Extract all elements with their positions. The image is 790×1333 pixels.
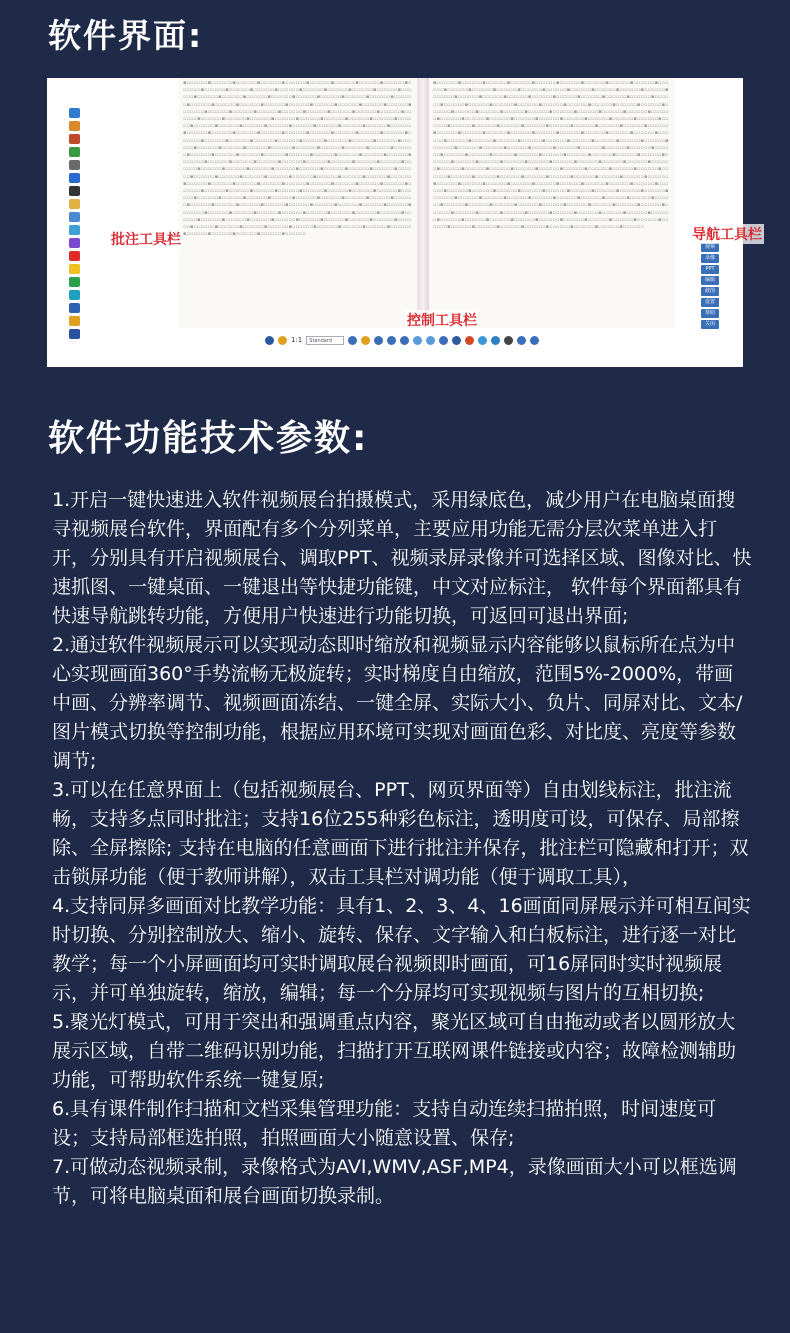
brush-icon[interactable] (69, 134, 80, 144)
app-window (67, 78, 723, 428)
document-page-left (179, 78, 417, 328)
resolution-select[interactable]: Standard (306, 336, 344, 345)
navigation-toolbar (701, 243, 719, 329)
tech-param-item: 2.通过软件视频展示可以实现动态即时缩放和视频显示内容能够以鼠标所在点为中心实现画面360°手势流畅无极旋转；实时梯度自由缩放，范围5%-2000%，带画中画、分辨率调节、视频画面冻结、一键全屏、实际大小、负片、同屏对比、文本/图片模式切换等控制功能，根据应用环境可实现对画面色彩、对比度、亮度等参数调节; (52, 634, 743, 772)
nav-item[interactable]: 编辑 (701, 276, 719, 285)
callout-navigation-toolbar: 导航工具栏 (690, 224, 764, 244)
settings-icon[interactable] (478, 336, 487, 345)
rotate-left-icon[interactable] (413, 336, 422, 345)
film-icon[interactable] (504, 336, 513, 345)
capture-icon[interactable] (439, 336, 448, 345)
nav-item[interactable]: PPT (701, 265, 719, 274)
tech-param-item: 1.开启一键快速进入软件视频展台拍摄模式，采用绿底色，减少用户在电脑桌面搜寻视频展台软件，界面配有多个分列菜单，主要应用功能无需分层次菜单进入打开，分别具有开启视频展台、调取PPT、视频录屏录像并可选择区域、图像对比、快速抓图、一键桌面、一键退出等快捷功能键，中文对应标注， 软件每个界面都具有快速导航跳转功能，方便用户快速进行功能切换，可返回可退出界面; (52, 489, 752, 627)
nav-item[interactable]: 视频 (701, 243, 719, 252)
freeze-icon[interactable] (517, 336, 526, 345)
tech-param-item: 4.支持同屏多画面对比教学功能：具有1、2、3、4、16画面同屏展示并可相互间实时切换、分别控制放大、缩小、旋转、保存、文字输入和白板标注，进行逐一对比教学；每一个小屏画面均可实时调取展台视频即时画面，可16屏同时实时视频展示，并可单独旋转，缩放，编辑；每一个分屏均可实现视频与图片的互相切换; (52, 895, 751, 1004)
tech-param-item: 3.可以在任意界面上（包括视频展台、PPT、网页界面等）自由划线标注，批注流畅，支持多点同时批注；支持16位255种彩色标注，透明度可设，可保存、局部擦除、全屏擦除; 支持在电脑的任意画面下进行批注并保存，批注栏可隐藏和打开；双击锁屏功能（便于教师讲解），双击工具栏对调功能（便于调取工具）， (52, 779, 749, 888)
select-arrow-icon[interactable] (69, 108, 80, 118)
marker-icon[interactable] (69, 160, 80, 170)
eraser-icon[interactable] (69, 199, 80, 209)
zoom-in-icon[interactable] (374, 336, 383, 345)
screen-icon[interactable] (69, 277, 80, 287)
window-icon[interactable] (278, 336, 287, 345)
window-icon[interactable] (361, 336, 370, 345)
zoom-out-icon[interactable] (387, 336, 396, 345)
section-title-software-interface: 软件界面: (48, 16, 204, 55)
exit-icon[interactable] (69, 329, 80, 339)
pencil-icon[interactable] (69, 147, 80, 157)
color-icon[interactable] (69, 251, 80, 261)
undo-icon[interactable] (69, 225, 80, 235)
nav-item[interactable]: 设置 (701, 298, 719, 307)
redo-icon[interactable] (69, 238, 80, 248)
document-page-right (429, 78, 675, 328)
save-icon[interactable] (69, 303, 80, 313)
zoom-ratio-label[interactable]: 1:1 (291, 336, 303, 344)
tech-param-item: 6.具有课件制作扫描和文档采集管理功能：支持自动连续扫描拍照，时间速度可设；支持局部框选拍照，拍照画面大小随意设置、保存; (52, 1098, 717, 1149)
record-icon[interactable] (465, 336, 474, 345)
more-icon[interactable] (530, 336, 539, 345)
nav-item[interactable]: 录像 (701, 254, 719, 263)
nav-item[interactable]: 截图 (701, 287, 719, 296)
spotlight-icon[interactable] (69, 290, 80, 300)
nav-item[interactable]: 关闭 (701, 320, 719, 329)
lock-icon[interactable] (69, 316, 80, 326)
tech-params-list (52, 486, 752, 1211)
document-text-right: ▪▫▫▫▫▫▫▪▫▫▫▫▫▫▪▫▫▫▫▫▫▪▫▫▫▫▫▫▪▫▫▫▫▫▫▪▫▫▫▫▫▫▪▫▫▫▫▫▫▪▫▫▫▫▫▫▪▫▫▫▫▫▫▪▫▫▫▫▫▫▪▫▫▫▫▫▫▪▫▫▫▫▫▫▪▫▫▫▫▫▫▪▫▫▫▫▫▫▪▫▫▫▫▫▫▪▫▫▫▫▫▫▪▫▫▫▫▫▫▪▫▫▫▫▫▫▪▫▫▫▫▫▫▪▫▫▫▫▫▫▪▫▫▫▫▫▫▪▫▫▫▫▫▫▪▫▫▫▫▫▫▪▫▫▫▫▫▫▪▫▫▫▫▫▫▪▫▫▫▫▫▫▪▫▫▫▫▫▫▪▫▫▫▫▫▫▪▫▫▫▫▫▫▪▫▫▫▫▫▫▪▫▫▫▫▫▫▪▫▫▫▫▫▫▪▫▫▫▫▫▫▪▫▫▫▫▫▫▪▫▫▫▫▫▫▪▫▫▫▫▫▫▪▫▫▫▫▫▫▪▫▫▫▫▫▫▪▫▫▫▫▫▫▪▫▫▫▫▫▫▪▫▫▫▫▫▫▪▫▫▫▫▫▫▪▫▫▫▫▫▫▪▫▫▫▫▫▫▪▫▫▫▫▫▫▪▫▫▫▫▫▫▪▫▫▫▫▫▫▪▫▫▫▫▫▫▪▫▫▫▫▫▫▪▫▫▫▫▫▫▪▫▫▫▫▫▫▪▫▫▫▫▫▫▪▫▫▫▫▫▫▪▫▫▫▫▫▫▪▫▫▫▫▫▫▪▫▫▫▫▫▫▪▫▫▫▫▫▫▪▫▫▫▫▫▫▪▫▫▫▫▫▫▪▫▫▫▫▫▫▪▫▫▫▫▫▫▪▫▫▫▫▫▫▪▫▫▫▫▫▫▪▫▫▫▫▫▫▪▫▫▫▫▫▫▪▫▫▫▫▫▫▪▫▫▫▫▫▫▪▫▫▫▫▫▫▪▫▫▫▫▫▫▪▫▫▫▫▫▫▪▫▫▫▫▫▫▪▫▫▫▫▫▫▪▫▫▫▫▫▫▪▫▫▫▫▫▫▪▫▫▫▫▫▫▪▫▫▫▫▫▫▪▫▫▫▫▫▫▪▫▫▫▫▫▫▪▫▫▫▫▫▫▪▫▫▫▫▫▫▪▫▫▫▫▫▫▪▫▫▫▫▫▫▪▫▫▫▫▫▫▪▫▫▫▫▫▫▪▫▫▫▫▫▫▪▫▫▫▫▫▫▪▫▫▫▫▫▫▪▫▫▫▫▫▫▪▫▫▫▫▫▫▪▫▫▫▫▫▫▪▫▫▫▫▫▫▪▫▫▫▫▫▫▪▫▫▫▫▫▫▪▫▫▫▫▫▫▪▫▫▫▫▫▫▪▫▫▫▫▫▫▪▫▫▫▫▫▫▪▫▫▫▫▫▫▪▫▫▫▫▫▫▪▫▫▫▫▫▫▪▫▫▫▫▫▫▪▫▫▫▫▫▫▪▫▫▫▫▫▫▪▫▫▫▫▫▫▪▫▫▫▫▫▫▪▫▫▫▫▫▫▪▫▫▫▫▫▫▪▫▫▫▫▫▫▪▫▫▫▫▫▫▪▫▫▫▫▫▫▪▫▫▫▫▫▫▪▫▫▫▫▫▫▪▫▫▫▫▫▫▪▫▫▫▫▫▫▪▫▫▫▫▫▫▪▫▫▫▫▫▫▪▫▫▫▫▫▫▪▫▫▫▫▫▫▪▫▫▫▫▫▫▪▫▫▫▫▫▫▪▫▫▫▫▫▫▪▫▫▫▫▫▫▪▫▫▫▫▫▫▪▫▫▫▫▫▫▪▫▫▫▫▫▫▪▫▫▫▫▫▫▪▫▫▫▫▫▫▪▫▫▫▫▫▫▪▫▫▫▫▫▫▪▫▫▫▫▫▫▪▫▫▫▫▫▫▪▫▫▫▫▫▫▪▫▫▫▫▫▫▪▫▫▫▫▫▫▪▫▫▫▫▫▫▪▫▫▫▫▫▫▪▫▫▫▫▫▫▪▫▫▫▫▫▫▪▫▫▫▫▫▫▪▫▫▫▫▫▫▪▫▫▫▫▫▫▪▫▫▫▫▫▫▪▫▫▫▫▫▫▪▫▫▫▫▫▫▪▫▫▫▫▫▫▪▫▫▫▫▫▫▪▫▫▫▫▫▫▪▫▫▫▫▫▫▪▫▫▫▫▫▫▪▫▫▫▫▫▫▪▫▫▫▫▫▫▪▫▫▫▫▫▫▪▫▫▫▫▫▫▪▫▫▫▫▫▫▪▫▫▫▫▫▫▪▫▫▫▫▫▫▪▫▫▫▫▫▫▪▫▫▫▫▫▫▪▫▫▫▫▫▫▪▫▫▫▫▫▫▪▫▫▫▫▫▫▪▫▫▫▫▫▫▪▫▫▫▫▫▫▪▫▫▫▫▫▫▪▫▫▫▫▫▫▪▫▫▫▫▫▫▪▫▫▫▫▫▫▪▫▫▫▫▫▫▪▫▫▫▫▫▫▪▫▫▫▫▫▫▪▫▫▫▫▫▫▪▫▫▫▫▫▫▪▫▫▫▫▫▫▪▫▫▫▫▫▫▪▫▫▫▫▫▫▪▫▫▫▫▫▫▪▫▫▫▫▫▫▪▫▫▫▫▫▫▪▫▫▫▫▫▫▪▫▫▫▫▫▫▪▫▫▫▫▫▫▪▫▫▫▫▫▫▪▫▫▫▫▫▫▪▫▫▫▫▫▫▪▫▫▫▫▫▫▪▫▫▫▫▫▫▪▫▫▫▫▫▫▪▫▫▫▫▫▫▪▫▫▫▫▫▫▪▫▫▫▫▫▫▪▫▫▫▫▫▫▪▫▫▫▫▫▫▪▫▫▫▫▫▫▪▫▫▫▫▫▫▪▫▫▫▫▫▫▪▫▫▫▫▫▫▪▫▫▫▫▫▫▪▫▫▫▫▫▫▪▫▫▫▫▫▫▪▫▫▫▫▫▫ (433, 80, 669, 231)
compare-icon[interactable] (491, 336, 500, 345)
rotate-icon[interactable] (348, 336, 357, 345)
pointer-icon[interactable] (265, 336, 274, 345)
callout-control-toolbar: 控制工具栏 (405, 310, 479, 330)
document-view (179, 78, 675, 328)
text-icon[interactable] (69, 173, 80, 183)
document-gutter (417, 78, 429, 328)
nav-item[interactable]: 帮助 (701, 309, 719, 318)
pen-icon[interactable] (69, 121, 80, 131)
clear-icon[interactable] (69, 212, 80, 222)
tech-param-item: 5.聚光灯模式，可用于突出和强调重点内容，聚光区域可自由拖动或者以圆形放大展示区域，自带二维码识别功能，扫描打开互联网课件链接或内容；故障检测辅助功能，可帮助软件系统一键复原; (52, 1011, 737, 1091)
camera-icon[interactable] (452, 336, 461, 345)
section-title-tech-params: 软件功能技术参数: (48, 418, 369, 459)
palette-icon[interactable] (69, 264, 80, 274)
document-text-left: ▪▫▫▫▫▫▫▪▫▫▫▫▫▫▪▫▫▫▫▫▫▪▫▫▫▫▫▫▪▫▫▫▫▫▫▪▫▫▫▫▫▫▪▫▫▫▫▫▫▪▫▫▫▫▫▫▪▫▫▫▫▫▫▪▫▫▫▫▫▫▪▫▫▫▫▫▫▪▫▫▫▫▫▫▪▫▫▫▫▫▫▪▫▫▫▫▫▫▪▫▫▫▫▫▫▪▫▫▫▫▫▫▪▫▫▫▫▫▫▪▫▫▫▫▫▫▪▫▫▫▫▫▫▪▫▫▫▫▫▫▪▫▫▫▫▫▫▪▫▫▫▫▫▫▪▫▫▫▫▫▫▪▫▫▫▫▫▫▪▫▫▫▫▫▫▪▫▫▫▫▫▫▪▫▫▫▫▫▫▪▫▫▫▫▫▫▪▫▫▫▫▫▫▪▫▫▫▫▫▫▪▫▫▫▫▫▫▪▫▫▫▫▫▫▪▫▫▫▫▫▫▪▫▫▫▫▫▫▪▫▫▫▫▫▫▪▫▫▫▫▫▫▪▫▫▫▫▫▫▪▫▫▫▫▫▫▪▫▫▫▫▫▫▪▫▫▫▫▫▫▪▫▫▫▫▫▫▪▫▫▫▫▫▫▪▫▫▫▫▫▫▪▫▫▫▫▫▫▪▫▫▫▫▫▫▪▫▫▫▫▫▫▪▫▫▫▫▫▫▪▫▫▫▫▫▫▪▫▫▫▫▫▫▪▫▫▫▫▫▫▪▫▫▫▫▫▫▪▫▫▫▫▫▫▪▫▫▫▫▫▫▪▫▫▫▫▫▫▪▫▫▫▫▫▫▪▫▫▫▫▫▫▪▫▫▫▫▫▫▪▫▫▫▫▫▫▪▫▫▫▫▫▫▪▫▫▫▫▫▫▪▫▫▫▫▫▫▪▫▫▫▫▫▫▪▫▫▫▫▫▫▪▫▫▫▫▫▫▪▫▫▫▫▫▫▪▫▫▫▫▫▫▪▫▫▫▫▫▫▪▫▫▫▫▫▫▪▫▫▫▫▫▫▪▫▫▫▫▫▫▪▫▫▫▫▫▫▪▫▫▫▫▫▫▪▫▫▫▫▫▫▪▫▫▫▫▫▫▪▫▫▫▫▫▫▪▫▫▫▫▫▫▪▫▫▫▫▫▫▪▫▫▫▫▫▫▪▫▫▫▫▫▫▪▫▫▫▫▫▫▪▫▫▫▫▫▫▪▫▫▫▫▫▫▪▫▫▫▫▫▫▪▫▫▫▫▫▫▪▫▫▫▫▫▫▪▫▫▫▫▫▫▪▫▫▫▫▫▫▪▫▫▫▫▫▫▪▫▫▫▫▫▫▪▫▫▫▫▫▫▪▫▫▫▫▫▫▪▫▫▫▫▫▫▪▫▫▫▫▫▫▪▫▫▫▫▫▫▪▫▫▫▫▫▫▪▫▫▫▫▫▫▪▫▫▫▫▫▫▪▫▫▫▫▫▫▪▫▫▫▫▫▫▪▫▫▫▫▫▫▪▫▫▫▫▫▫▪▫▫▫▫▫▫▪▫▫▫▫▫▫▪▫▫▫▫▫▫▪▫▫▫▫▫▫▪▫▫▫▫▫▫▪▫▫▫▫▫▫▪▫▫▫▫▫▫▪▫▫▫▫▫▫▪▫▫▫▫▫▫▪▫▫▫▫▫▫▪▫▫▫▫▫▫▪▫▫▫▫▫▫▪▫▫▫▫▫▫▪▫▫▫▫▫▫▪▫▫▫▫▫▫▪▫▫▫▫▫▫▪▫▫▫▫▫▫▪▫▫▫▫▫▫▪▫▫▫▫▫▫▪▫▫▫▫▫▫▪▫▫▫▫▫▫▪▫▫▫▫▫▫▪▫▫▫▫▫▫▪▫▫▫▫▫▫▪▫▫▫▫▫▫▪▫▫▫▫▫▫▪▫▫▫▫▫▫▪▫▫▫▫▫▫▪▫▫▫▫▫▫▪▫▫▫▫▫▫▪▫▫▫▫▫▫▪▫▫▫▫▫▫▪▫▫▫▫▫▫▪▫▫▫▫▫▫▪▫▫▫▫▫▫▪▫▫▫▫▫▫▪▫▫▫▫▫▫▪▫▫▫▫▫▫▪▫▫▫▫▫▫▪▫▫▫▫▫▫▪▫▫▫▫▫▫▪▫▫▫▫▫▫▪▫▫▫▫▫▫▪▫▫▫▫▫▫▪▫▫▫▫▫▫▪▫▫▫▫▫▫▪▫▫▫▫▫▫▪▫▫▫▫▫▫▪▫▫▫▫▫▫▪▫▫▫▫▫▫▪▫▫▫▫▫▫▪▫▫▫▫▫▫▪▫▫▫▫▫▫▪▫▫▫▫▫▫▪▫▫▫▫▫▫▪▫▫▫▫▫▫▪▫▫▫▫▫▫▪▫▫▫▫▫▫▪▫▫▫▫▫▫▪▫▫▫▫▫▫▪▫▫▫▫▫▫▪▫▫▫▫▫▫▪▫▫▫▫▫▫▪▫▫▫▫▫▫▪▫▫▫▫▫▫▪▫▫▫▫▫▫▪▫▫▫▫▫▫▪▫▫▫▫▫▫▪▫▫▫▫▫▫▪▫▫▫▫▫▫▪▫▫▫▫▫▫▪▫▫▫▫▫▫▪▫▫▫▫▫▫▪▫▫▫▫▫▫▪▫▫▫▫▫▫▪▫▫▫▫▫▫▪▫▫▫▫▫▫▪▫▫▫▫▫▫▪▫▫▫▫▫▫▪▫▫▫▫▫▫▪▫▫▫▫▫▫▪▫▫▫▫▫▫▪▫▫▫▫▫▫▪▫▫▫▫▫▫▪▫▫▫▫▫▫▪▫▫▫▫▫▫▪▫▫▫▫▫▫▪▫▫▫▫▫▫▪▫▫▫▫▫▫▪▫▫▫▫▫▫▪▫▫▫▫▫▫▪▫▫▫▫▫▫▪▫▫▫▫▫▫▪▫▫▫▫▫▫▪▫▫▫▫▫▫▪▫▫▫▫▫▫▪▫▫▫▫▫▫▪▫▫▫▫▫▫▪▫▫▫▫▫▫ (183, 80, 412, 238)
annotation-toolbar (67, 108, 81, 344)
rotate-right-icon[interactable] (426, 336, 435, 345)
zoom-fit-icon[interactable] (400, 336, 409, 345)
control-toolbar (265, 333, 615, 347)
line-width-icon[interactable] (69, 186, 80, 196)
software-screenshot (47, 78, 762, 367)
callout-annotation-toolbar: 批注工具栏 (109, 229, 183, 249)
tech-param-item: 7.可做动态视频录制，录像格式为AVI,WMV,ASF,MP4，录像画面大小可以框选调节，可将电脑桌面和展台画面切换录制。 (52, 1156, 737, 1207)
